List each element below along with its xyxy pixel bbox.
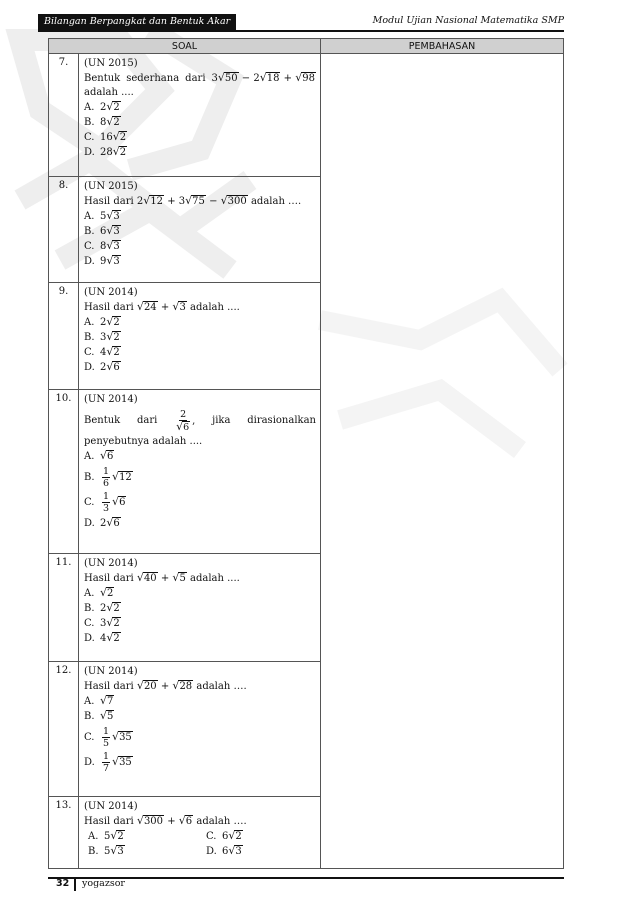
- option-c: C. 6√2: [206, 829, 242, 842]
- question-text: Hasil dari: [84, 573, 134, 584]
- math-expression: √40 + √5: [136, 571, 186, 584]
- page-footer: [48, 878, 564, 892]
- question-text: adalah ….: [250, 196, 302, 207]
- option-b: B. 5√3: [88, 844, 124, 857]
- question-source: (UN 2015): [84, 181, 138, 192]
- option-b: B. 2√2: [84, 601, 120, 614]
- option-d: D. 28√2: [84, 145, 127, 158]
- option-a: A. √6: [84, 449, 114, 462]
- question-text: Hasil dari: [84, 681, 134, 692]
- math-expression: 3√50 − 2√18 + √98: [211, 71, 315, 84]
- soal-header: SOAL: [49, 39, 321, 54]
- question-text: sederhana: [126, 72, 180, 84]
- header-module-title: Modul Ujian Nasional Matematika SMP: [372, 15, 564, 26]
- option-c: C. 4√2: [84, 345, 120, 358]
- question-number: 8.: [58, 180, 69, 191]
- question-9: [79, 283, 320, 375]
- question-10: [79, 390, 320, 531]
- question-number: 10.: [55, 393, 72, 404]
- question-11: [79, 554, 320, 646]
- question-text: adalah ....: [190, 302, 240, 313]
- question-text: Hasil dari: [84, 196, 134, 207]
- question-text: adalah ….: [196, 816, 247, 827]
- math-expression: √300 + √6: [136, 814, 193, 827]
- option-c: C. 8√3: [84, 239, 120, 252]
- footer-author: yogazsor: [82, 878, 125, 889]
- question-13: [79, 797, 320, 859]
- option-b: B. 8√2: [84, 115, 120, 128]
- pembahasan-header: PEMBAHASAN: [321, 39, 564, 54]
- question-text: penyebutnya adalah ....: [84, 436, 203, 447]
- math-expression: √20 + √28: [136, 679, 193, 692]
- question-number: 13.: [55, 800, 72, 811]
- option-c: C. 3√2: [84, 616, 120, 629]
- question-text: adalah ....: [190, 573, 240, 584]
- option-d: D. $\frac{1}{7}$ √35: [84, 751, 132, 774]
- question-text: adalah ….: [196, 681, 247, 692]
- option-c: C. $\frac{1}{3}$ √6: [84, 491, 126, 514]
- question-text: Hasil dari: [84, 816, 134, 827]
- question-number: 11.: [55, 557, 72, 568]
- option-a: A. 5√3: [84, 209, 120, 222]
- footer-divider: [74, 879, 76, 891]
- question-number: 7.: [58, 57, 69, 68]
- math-expression: $\frac{2}{√6}$ ,: [176, 409, 196, 433]
- question-number: 9.: [58, 286, 69, 297]
- page-number: 32: [56, 878, 70, 889]
- option-b: B. √5: [84, 709, 114, 722]
- header-rule: [38, 30, 564, 32]
- option-c: C. 16√2: [84, 130, 127, 143]
- header-book-title: Bilangan Berpangkat dan Bentuk Akar: [38, 14, 236, 30]
- option-d: D. 6√3: [206, 844, 242, 857]
- option-a: A. 2√2: [84, 100, 120, 113]
- math-expression: 2√12 + 3√75 − √300: [136, 194, 247, 207]
- question-table: [48, 38, 564, 869]
- question-text: dari: [185, 72, 206, 84]
- question-source: (UN 2014): [84, 801, 138, 812]
- option-b: B. 3√2: [84, 330, 120, 343]
- option-c: C. $\frac{1}{5}$ √35: [84, 726, 132, 749]
- option-d: D. 2√6: [84, 360, 120, 373]
- question-source: (UN 2014): [84, 287, 138, 298]
- question-text: dari: [137, 415, 158, 426]
- question-source: (UN 2014): [84, 666, 138, 677]
- option-b: B. 6√3: [84, 224, 120, 237]
- option-d: D. 2√6: [84, 516, 120, 529]
- question-text: Bentuk: [84, 72, 121, 84]
- pembahasan-cell: [321, 54, 564, 869]
- question-source: (UN 2014): [84, 558, 138, 569]
- question-text: adalah ....: [84, 87, 134, 98]
- question-source: (UN 2015): [84, 58, 138, 69]
- question-12: [79, 662, 320, 774]
- question-8: [79, 177, 320, 269]
- page-header: [38, 14, 564, 30]
- question-number: 12.: [55, 665, 72, 676]
- option-a: A. 5√2: [88, 829, 124, 842]
- option-d: D. 4√2: [84, 631, 120, 644]
- option-a: A. √2: [84, 586, 114, 599]
- question-text: Hasil dari: [84, 302, 134, 313]
- option-d: D. 9√3: [84, 254, 120, 267]
- question-source: (UN 2014): [84, 394, 138, 405]
- question-text: dirasionalkan: [247, 415, 316, 426]
- option-a: A. √7: [84, 694, 114, 707]
- question-7: [79, 54, 320, 160]
- table-row: [49, 54, 564, 177]
- table-header-row: [49, 39, 564, 54]
- option-a: A. 2√2: [84, 315, 120, 328]
- question-text: Bentuk: [84, 415, 121, 426]
- option-b: B. $\frac{1}{6}$ √12: [84, 466, 132, 489]
- math-expression: √24 + √3: [136, 300, 186, 313]
- question-text: jika: [212, 415, 231, 426]
